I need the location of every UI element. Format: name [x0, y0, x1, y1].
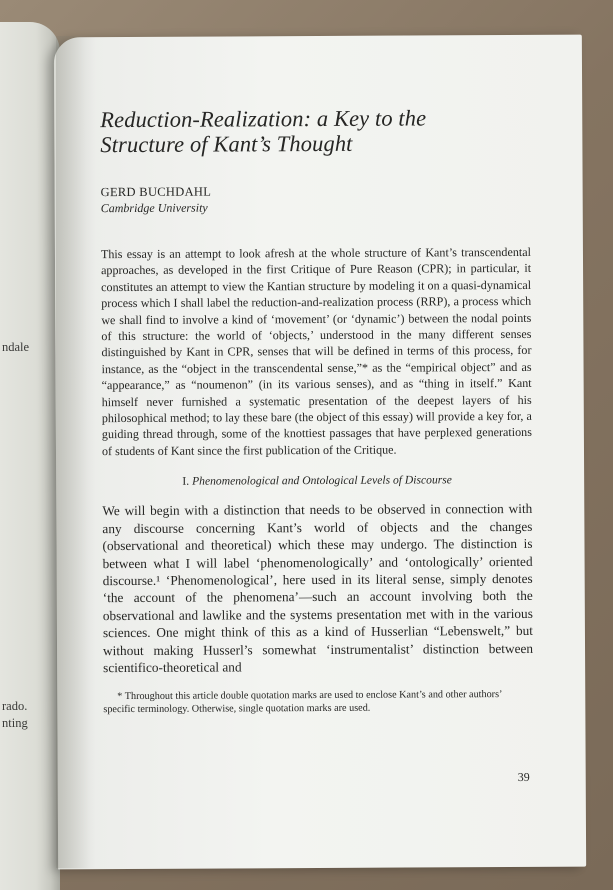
article-title [100, 105, 530, 157]
section-heading [102, 473, 532, 488]
title-line-1: Reduction-Realization: a Key to the [100, 105, 427, 133]
section-title: Phenomenological and Ontological Levels of Discourse [192, 473, 452, 488]
left-book-page [0, 22, 60, 890]
section-number: I. [182, 474, 190, 489]
body-paragraph: We will begin with a distinction that needs to be observed in connection with any discourse concerning Kant’s world of objects and the changes (observational and theoretical) which these may undergo. The distinction is between what I will label ‘phenomenologically’ and ‘ontologically’ oriented discourse.¹ ‘Phenomenological’, here used in its literal sense, simply denotes ‘the account of the phenomena’—such an account involving both the observational and lawlike and the systems presentation met with in the various sciences. One might think of this as a kind of Husserlian “Lebenswelt,” but without making Husserl’s somewhat ‘instrumentalist’ distinction between scientifico-theoretical and [102, 501, 534, 676]
title-line-2: Structure of Kant’s Thought [100, 130, 353, 158]
left-page-text-fragment: nting [2, 716, 28, 730]
footnote: * Throughout this article double quotation marks are used to enclose Kant’s and other authors’ specific terminology. Otherwise, single quotation marks are used. [103, 688, 502, 715]
article-content [100, 105, 533, 726]
page-number: 39 [517, 769, 530, 784]
left-page-text-fragment: rado. [2, 699, 28, 713]
right-book-page [54, 35, 586, 870]
left-page-text-fragment: ndale [2, 340, 30, 354]
abstract-paragraph: This essay is an attempt to look afresh at the whole structure of Kant’s transcendental approaches, as developed in the first Critique of Pure Reason (CPR); in particular, it constitutes an attempt to view the Kantian structure by modeling it on a quasi-dynamical process which I shall label the reduction-and-realization process (RRP), a process which we shall find to involve a kind of ‘movement’ (or ‘dynamic’) between the nodal points of this structure: the world of ‘objects,’ understood in the many different senses distinguished by Kant in CPR, senses that will be defined in terms of this process, for instance, as the “object in the transcendental sense,”* as the “empirical object” and as “appearance,” as “noumenon” (in its various senses), and as “thing in itself.” Kant himself never furnished a systematic presentation of the deepest layers of his philosophical method; to lay these bare (the object of this essay) will provide a key for, a guiding thread through, some of the knottiest passages that have perplexed generations of students of Kant since the first publication of the Critique. [100, 244, 532, 459]
author-name: GERD BUCHDAHL [100, 184, 212, 200]
author-affiliation: Cambridge University [100, 200, 208, 216]
